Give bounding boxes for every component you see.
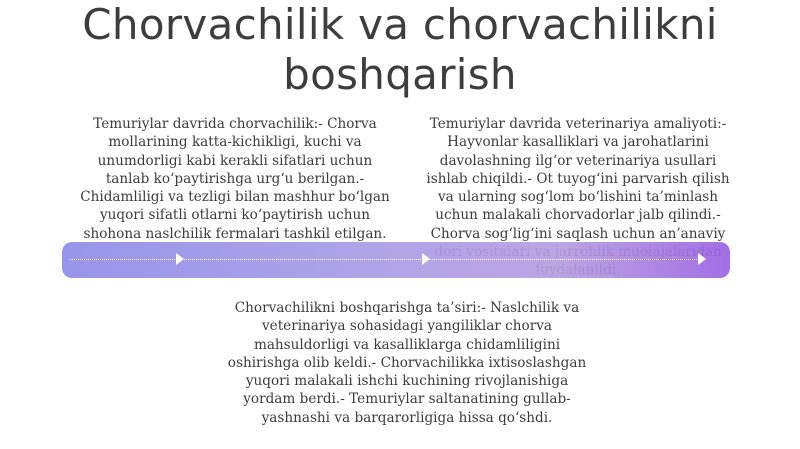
livestock-text: Temuriylar davrida chorvachilik:- Chorva mollarining katta-kichikligi, kuchi va unumdorligi kabi kerakli sifatlari uchun tanlab ko‘paytirishga urg‘u berilgan.- Chidamliligi va tezligi bilan mashhur bo‘lgan yuqori sifatli otlarni ko‘paytirish uchun shohona naslchilik fermalari tashkil etilgan. bbox=[80, 116, 390, 242]
arrow-right-icon bbox=[698, 253, 706, 265]
text-block-impact bbox=[222, 299, 592, 427]
timeline-bar bbox=[62, 242, 730, 278]
arrow-right-icon bbox=[176, 253, 184, 265]
impact-text: Chorvachilikni boshqarishga ta’siri:- Naslchilik va veterinariya sohasidagi yangiliklar chorva mahsuldorligi va kasalliklarga chidamliligini oshirishga olib keldi.- Chorvachilikka ixtisoslashgan yuqori malakali ishchi kuchining rivojlanishiga yordam berdi.- Temuriylar saltanatining gullab-yashnashi va barqarorligiga hissa qo‘shdi. bbox=[227, 300, 587, 426]
page-title: Chorvachilik va chorvachilikni boshqarish bbox=[82, 0, 718, 99]
arrow-right-icon bbox=[422, 253, 430, 265]
timeline-dotted-line bbox=[70, 259, 705, 260]
veterinary-text: Temuriylar davrida veterinariya amaliyoti:- Hayvonlar kasalliklari va jarohatlarini davolashning ilg‘or veterinariya usullari ishlab chiqildi.- Ot tuyog‘ini parvarish qilish va ularning sog‘lom bo‘lishini ta’minlash uchun malakali chorvadorlar jalb qilindi.- Chorva sog‘lig‘ini saqlash uchun an’anaviy bbox=[426, 116, 730, 242]
